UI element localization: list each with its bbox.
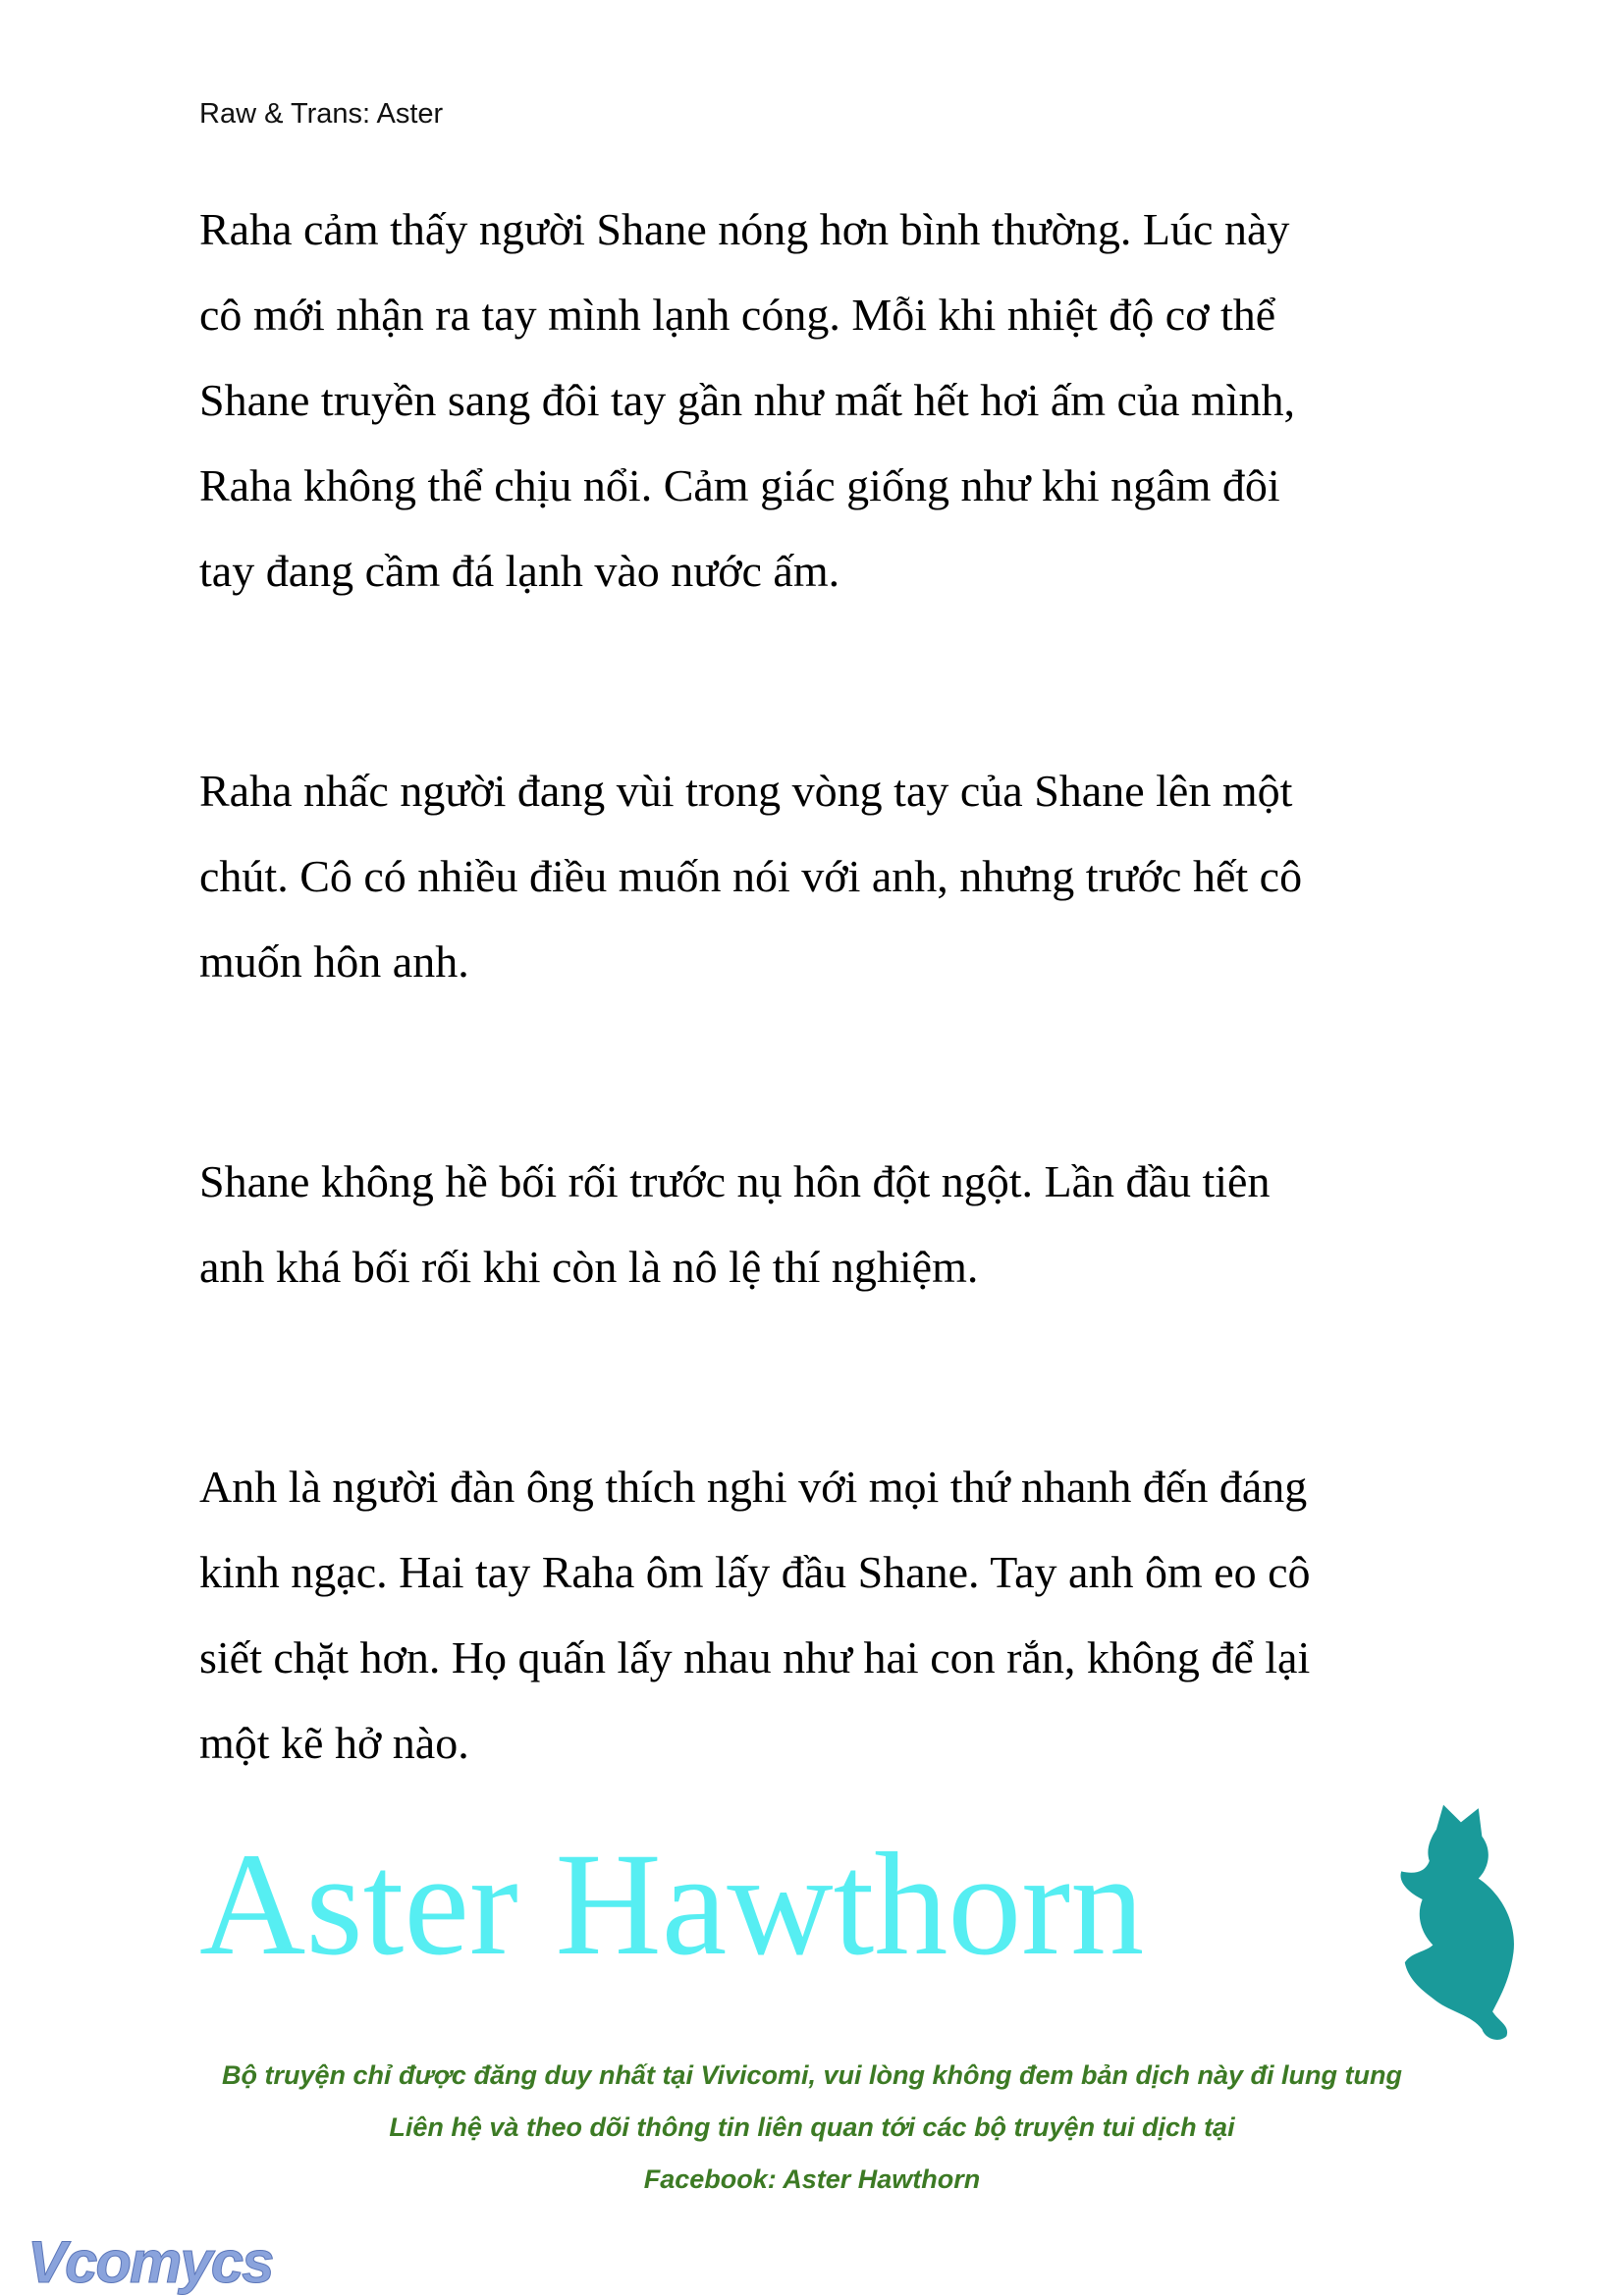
footer-line: Facebook: Aster Hawthorn	[643, 2164, 981, 2194]
text-line: chút. Cô có nhiều điều muốn nói với anh, nhưng trước hết cô	[199, 851, 1303, 901]
text-line: Raha cảm thấy người Shane nóng hơn bình thường. Lúc này	[199, 204, 1290, 254]
text-line: Anh là người đàn ông thích nghi với mọi thứ nhanh đến đáng	[199, 1462, 1308, 1512]
text-line: Raha nhấc người đang vùi trong vòng tay của Shane lên một	[199, 766, 1293, 816]
text-line: kinh ngạc. Hai tay Raha ôm lấy đầu Shane. Tay anh ôm eo cô	[199, 1547, 1311, 1597]
text-line: anh khá bối rối khi còn là nô lệ thí nghiệm.	[199, 1242, 979, 1292]
footer-line: Liên hệ và theo dõi thông tin liên quan tới các bộ truyện tui dịch tại	[389, 2112, 1235, 2142]
text-line: Shane truyền sang đôi tay gần như mất hết hơi ấm của mình,	[199, 375, 1295, 425]
paragraph-3	[199, 1139, 1270, 1309]
paragraph-4	[199, 1444, 1311, 1786]
text-line: Shane không hề bối rối trước nụ hôn đột ngột. Lần đầu tiên	[199, 1156, 1271, 1206]
vcomycs-logo: Vcomycs	[27, 2229, 273, 2295]
footer-line: Bộ truyện chỉ được đăng duy nhất tại Vivicomi, vui lòng không đem bản dịch này đi lung tung	[222, 2060, 1402, 2090]
text-line: siết chặt hơn. Họ quấn lấy nhau như hai con rắn, không để lại	[199, 1632, 1311, 1682]
footer-notice	[0, 2050, 1624, 2206]
text-line: cô mới nhận ra tay mình lạnh cóng. Mỗi khi nhiệt độ cơ thể	[199, 290, 1276, 340]
paragraph-1	[199, 187, 1295, 614]
text-line: muốn hôn anh.	[199, 936, 469, 987]
text-line: một kẽ hở nào.	[199, 1718, 469, 1768]
text-line: Raha không thể chịu nổi. Cảm giác giống như khi ngâm đôi	[199, 460, 1280, 510]
text-line: tay đang cầm đá lạnh vào nước ấm.	[199, 546, 840, 596]
translator-credit: Raw & Trans: Aster	[199, 98, 444, 130]
watermark-text: Aster Hawthorn	[199, 1823, 1145, 1986]
paragraph-2	[199, 748, 1302, 1004]
cat-silhouette-icon	[1394, 1801, 1535, 2047]
